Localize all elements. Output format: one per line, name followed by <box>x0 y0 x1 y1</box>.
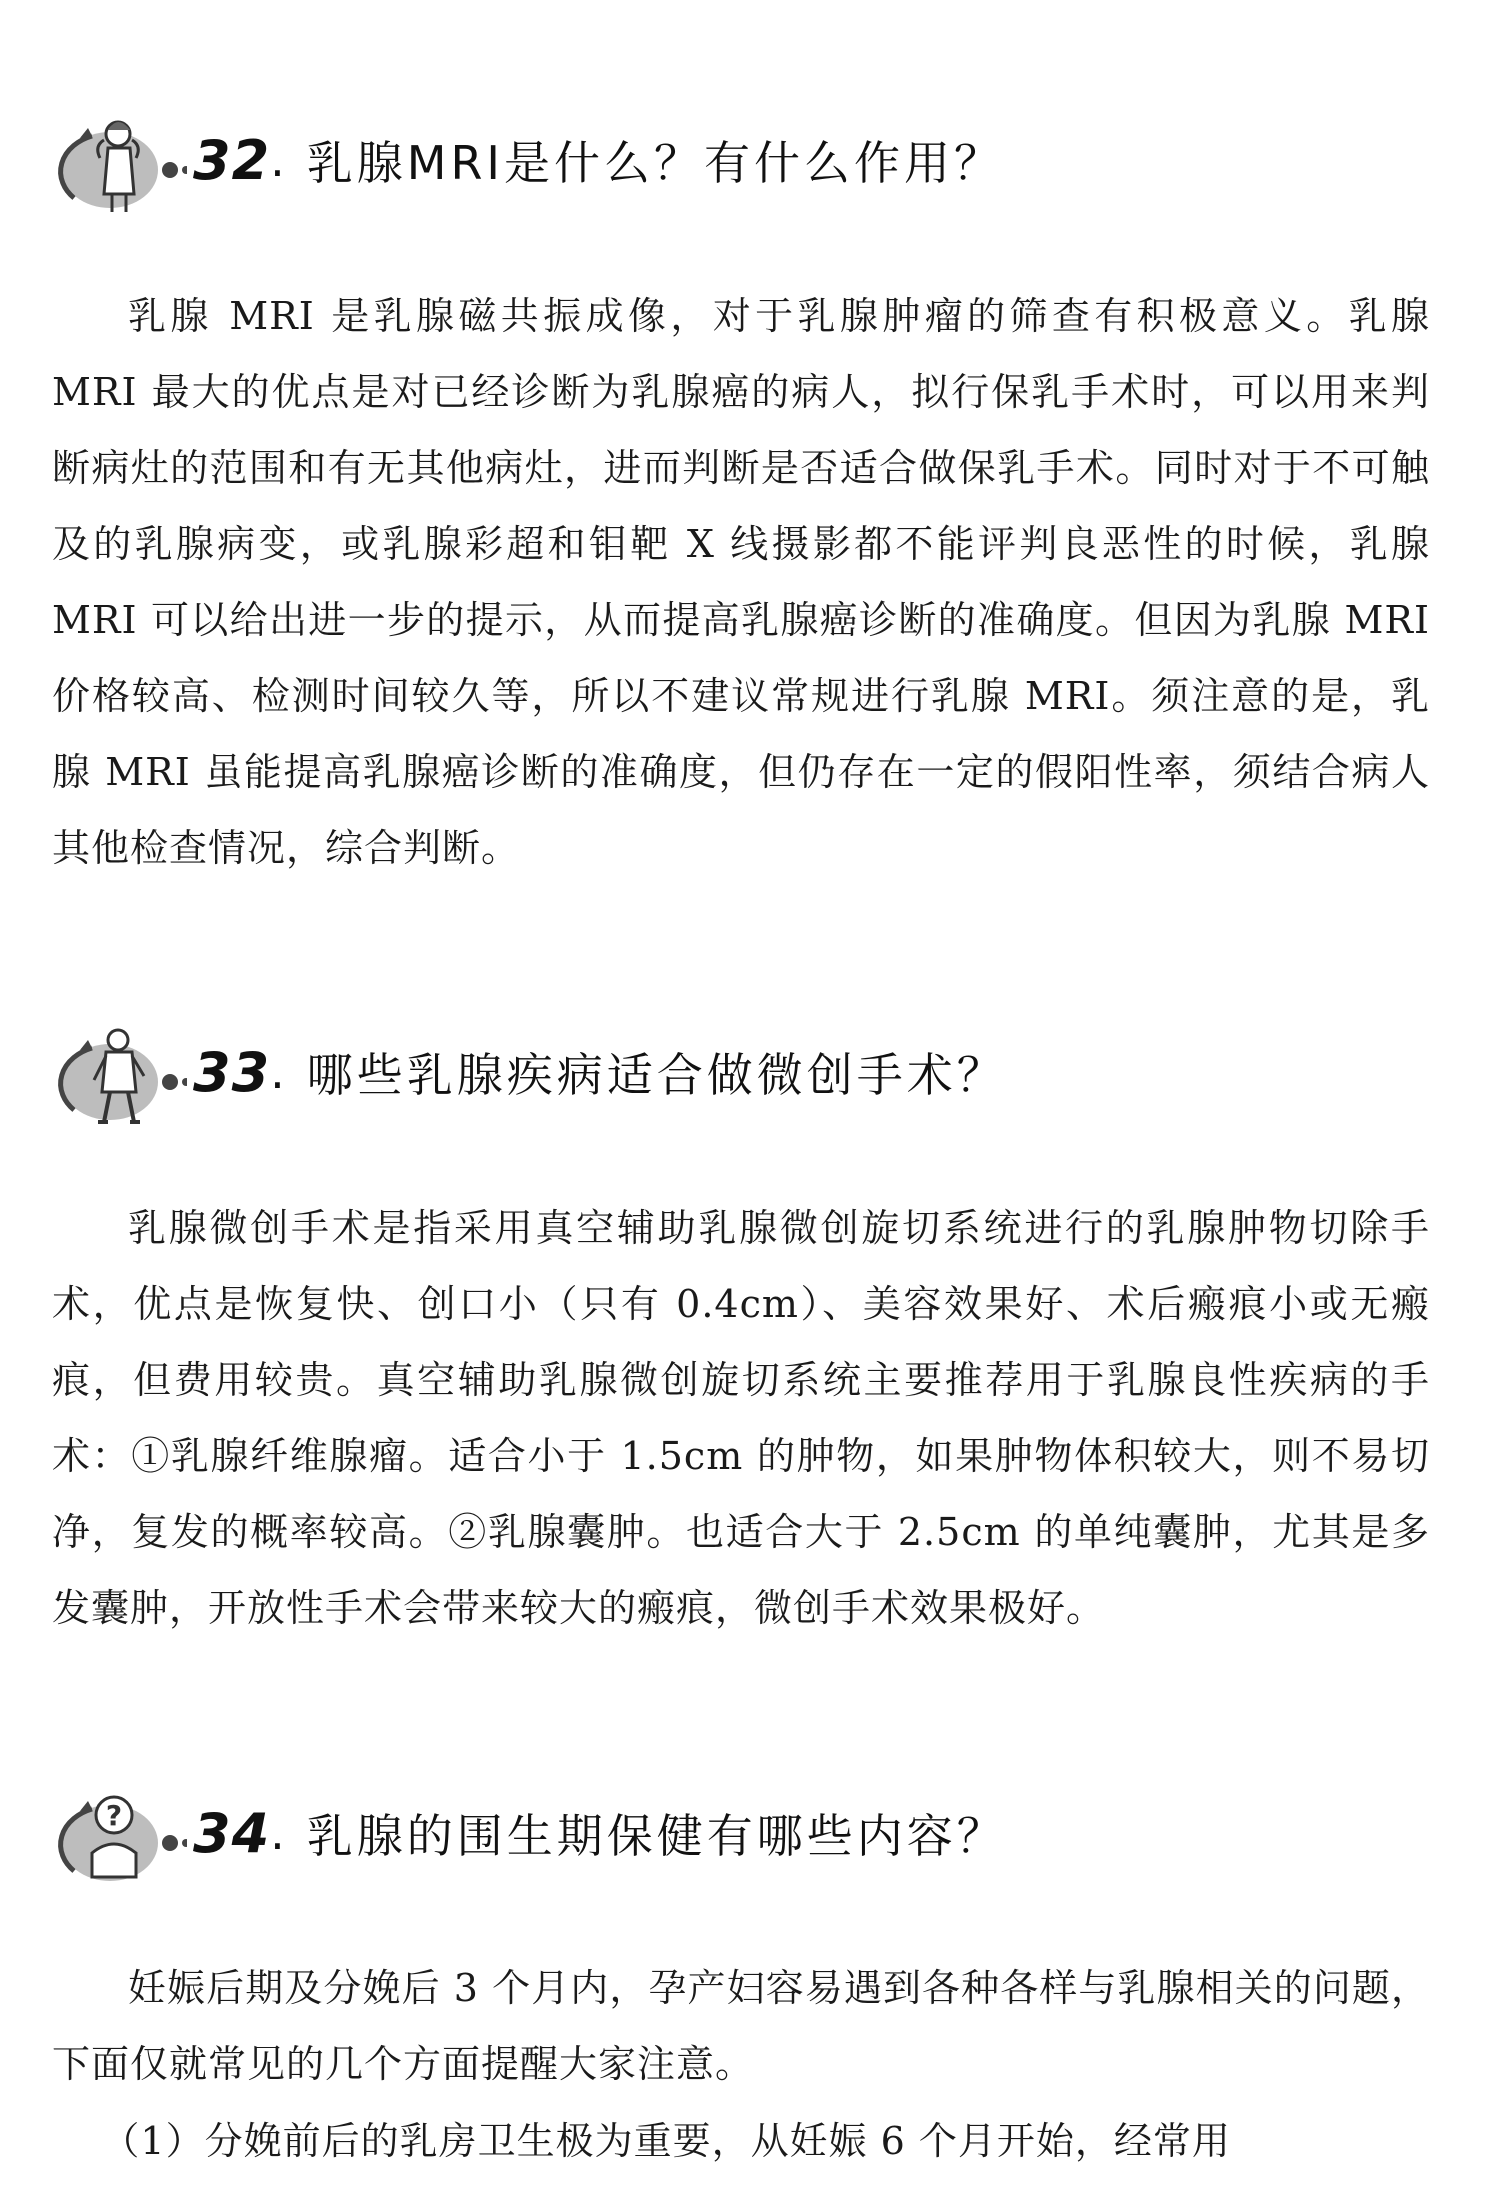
section-34-item-1: （1）分娩前后的乳房卫生极为重要，从妊娠 6 个月开始，经常用 <box>101 2119 1231 2163</box>
question-title: 哪些乳腺疾病适合做微创手术？ <box>306 1048 1007 1102</box>
question-dot: . <box>270 133 285 187</box>
doctor-figure-icon <box>52 1012 187 1132</box>
question-title: 乳腺MRI是什么？有什么作用？ <box>306 136 1004 190</box>
question-heading-32 <box>52 100 1472 220</box>
question-number: 33 <box>193 1040 271 1104</box>
question-heading-34 <box>52 1773 1472 1893</box>
question-title: 乳腺的围生期保健有哪些内容？ <box>306 1809 1007 1863</box>
question-heading-33 <box>52 1012 1472 1132</box>
question-number: 32 <box>193 128 271 192</box>
section-33-paragraph: 乳腺微创手术是指采用真空辅助乳腺微创旋切系统进行的乳腺肿物切除手术，优点是恢复快、创口小（只有 0.4cm）、美容效果好、术后瘢痕小或无瘢痕，但费用较贵。真空辅助乳腺微创旋切系统主要推荐用于乳腺良性疾病的手术：①乳腺纤维腺瘤。适合小于 1.5cm 的肿物，如果肿物体积较大，则不易切净，复发的概率较高。②乳腺囊肿。也适合大于 2.5cm 的单纯囊肿，尤其是多发囊肿，开放性手术会带来较大的瘢痕，微创手术效果极好。 <box>52 1206 1430 1630</box>
section-32-paragraph: 乳腺 MRI 是乳腺磁共振成像，对于乳腺肿瘤的筛查有积极意义。乳腺 MRI 最大的优点是对已经诊断为乳腺癌的病人，拟行保乳手术时，可以用来判断病灶的范围和有无其他病灶，进而判断是否适合做保乳手术。同时对于不可触及的乳腺病变，或乳腺彩超和钼靶 X 线摄影都不能评判良恶性的时候，乳腺 MRI 可以给出进一步的提示，从而提高乳腺癌诊断的准确度。但因为乳腺 MRI 价格较高、检测时间较久等，所以不建议常规进行乳腺 MRI。须注意的是，乳腺 MRI 虽能提高乳腺癌诊断的准确度，但仍存在一定的假阳性率，须结合病人其他检查情况，综合判断。 <box>52 294 1430 870</box>
question-dot: . <box>270 1806 285 1860</box>
section-34-paragraph: 妊娠后期及分娩后 3 个月内，孕产妇容易遇到各种各样与乳腺相关的问题，下面仅就常见的几个方面提醒大家注意。 <box>52 1966 1430 2086</box>
question-dot: . <box>270 1045 285 1099</box>
question-number: 34 <box>193 1801 271 1865</box>
woman-pondering-icon <box>52 100 187 220</box>
question-mark-icon <box>52 1773 187 1893</box>
svg-text:?: ? <box>105 1799 123 1832</box>
